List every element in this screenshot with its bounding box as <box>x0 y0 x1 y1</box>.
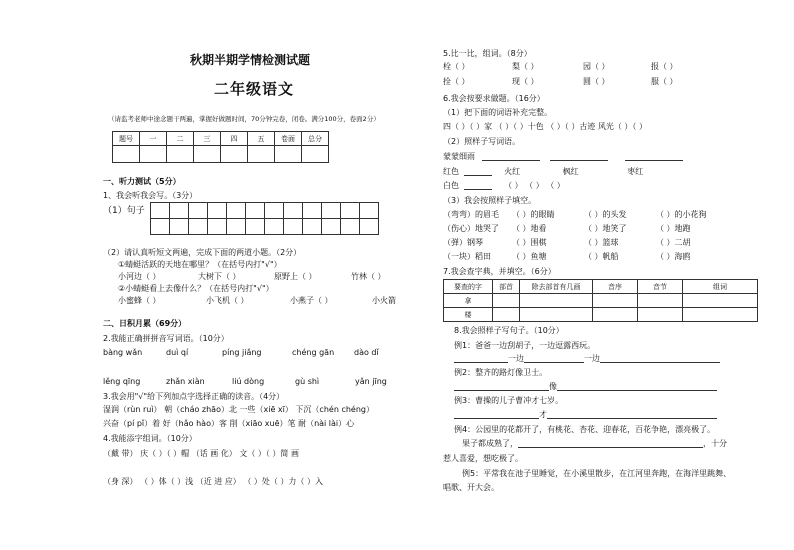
q6-3-item[interactable]: （ ）帆船 <box>584 252 619 261</box>
dict-header-cell: 除去部首有几画 <box>520 280 593 294</box>
dict-header-cell: 要查的字 <box>444 280 493 294</box>
section-2-heading: 二、日积月累（69分） <box>103 319 187 328</box>
dict-cell[interactable] <box>520 308 593 322</box>
q8-fill-word: 惹人喜爱，想吃极了。 <box>443 454 523 463</box>
exam-title: 秋期半期学情检测试题 <box>190 53 311 67</box>
pinyin-item: liú dòng <box>232 377 265 386</box>
q2-2-prompt: ②小蜻蜓看上去像什么？（在括号内打"√"） <box>118 284 274 293</box>
q8-fill-line <box>454 355 720 363</box>
q6-2-color-row <box>443 182 565 190</box>
q3-row[interactable]: 兴奋（pí pǐ）着 好（hǎo hào）客 削（xiāo xuē）笔 耐（nài lài）心 <box>103 419 355 428</box>
q6-3-item[interactable]: （ ）的头发 <box>584 210 627 219</box>
q6-2-word: 枫红 <box>562 167 579 176</box>
blank-line[interactable] <box>454 362 508 363</box>
score-header-cell: 总分 <box>302 132 329 146</box>
q6-2-word: 火红 <box>504 167 521 176</box>
score-header-cell: 四 <box>221 132 248 146</box>
pinyin-item: dào dǐ <box>354 348 379 357</box>
blank-line[interactable] <box>454 390 549 391</box>
blank-line[interactable] <box>547 418 717 419</box>
q6-1-prompt: （1）把下面的词语补充完整。 <box>443 108 553 117</box>
dict-header-cell: 组词 <box>683 280 758 294</box>
q6-2-word: 红色 <box>443 167 459 176</box>
q8-fill-line <box>462 440 727 448</box>
q2-2-option[interactable]: 小火箭 <box>372 296 396 305</box>
section-1-heading: 一、听力测试（5分） <box>103 177 181 186</box>
score-header-cell: 题号 <box>113 132 140 146</box>
q2-2-option[interactable]: 小飞机（ ） <box>206 296 249 305</box>
q2-1-prompt: ①蜻蜓活跃的天地在哪里？（在括号内打"√"） <box>118 260 282 269</box>
q5-item[interactable]: 服（ ） <box>651 77 678 86</box>
score-cell[interactable] <box>275 146 302 163</box>
dict-cell[interactable] <box>638 294 683 308</box>
q7-prompt: 7.我会查字典，并填空。（6分） <box>443 267 556 276</box>
q2-1-option[interactable]: 大树下（ ） <box>198 272 241 281</box>
q6-3-item: （一块）稻田 <box>443 252 491 261</box>
pinyin-item: yǎn jīng <box>355 377 387 386</box>
pinyin-item: gù shì <box>295 377 320 386</box>
q6-3-item[interactable]: （ ）篮球 <box>584 238 619 247</box>
q6-2-blanks[interactable]: （ ） （ ） （ ） <box>504 181 565 190</box>
q2a-prompt: 2.我能正确拼拼音写词语。（10分） <box>103 334 229 343</box>
q3-prompt: 3.我会用"√"给下列加点字选择正确的读音。（4分） <box>103 392 285 401</box>
q5-item[interactable]: 报（ ） <box>651 62 678 71</box>
q6-2-color-row <box>443 168 643 176</box>
pinyin-item: chéng gān <box>292 348 335 357</box>
blank-line[interactable] <box>524 362 584 363</box>
q6-2-word: 蒙蒙细雨 <box>443 152 475 161</box>
q5-item[interactable]: 拴（ ） <box>443 77 470 86</box>
q6-3-item: （弯弯）的眉毛 <box>443 210 499 219</box>
q3-row[interactable]: 湿润（rùn ruì） 朝（cháo zhāo）北 一些（xiē xī） 下沉（chén chéng） <box>103 405 374 414</box>
q6-3-item[interactable]: （ ）鱼塘 <box>512 252 547 261</box>
pinyin-item: lěng qīng <box>103 377 141 386</box>
q4-prompt: 4.我能添字组词。（10分） <box>103 434 197 443</box>
dict-cell[interactable] <box>493 308 520 322</box>
q6-2-word: 枣红 <box>627 167 644 176</box>
dict-cell[interactable] <box>683 294 758 308</box>
dict-cell[interactable] <box>520 294 593 308</box>
dict-cell[interactable] <box>493 294 520 308</box>
q4-row[interactable]: （身 深） （ ）体（ ）浅 （近 进 应） （ ）处（ ）力（ ）入 <box>103 477 323 486</box>
dict-char-cell: 拿 <box>444 294 493 308</box>
q6-3-item: （伤心）地哭了 <box>443 224 499 233</box>
q6-2-word: 白色 <box>443 181 459 190</box>
q8-example: 例1：爸爸一边刮胡子，一边逗露西玩。 <box>454 341 596 350</box>
exam-instruction: （请监考老师中途念题干两遍，掌握好做题时间，70分钟完卷，闭卷。满分100分，卷面2分） <box>108 115 380 123</box>
score-cell[interactable] <box>140 146 167 163</box>
q2-1-option[interactable]: 小河边（ ） <box>118 272 161 281</box>
blank-line[interactable] <box>464 175 492 176</box>
blank-line[interactable] <box>454 418 539 419</box>
score-cell[interactable] <box>167 146 194 163</box>
pinyin-item: zhǎn xiàn <box>166 377 205 386</box>
grade-title: 二年级语文 <box>214 80 295 98</box>
pinyin-item: píng jiǎng <box>222 348 262 357</box>
score-cell[interactable] <box>248 146 275 163</box>
dict-char-cell: 楼 <box>444 308 493 322</box>
q8-fill-word: 像 <box>549 382 557 391</box>
q6-2-example <box>443 153 683 161</box>
score-header-cell: 二 <box>167 132 194 146</box>
q2-1-option[interactable]: 原野上（ ） <box>274 272 317 281</box>
q6-3-item[interactable]: （ ）围棋 <box>512 238 547 247</box>
q6-3-item[interactable]: （ ）的眼睛 <box>512 210 555 219</box>
blank-line[interactable] <box>625 160 683 161</box>
dict-header-cell: 音序 <box>593 280 638 294</box>
score-header-cell: 一 <box>140 132 167 146</box>
q6-3-item[interactable]: （ ）海鸥 <box>656 252 691 261</box>
dict-header-cell: 部首 <box>493 280 520 294</box>
q6-3-prompt: （3）我会按照样子填空。 <box>443 196 537 205</box>
q5-item[interactable]: 圆（ ） <box>583 77 610 86</box>
blank-line[interactable] <box>464 189 492 190</box>
dict-cell[interactable] <box>638 308 683 322</box>
q2-1-option[interactable]: 竹林（ ） <box>351 272 386 281</box>
blank-line[interactable] <box>600 362 720 363</box>
score-header-cell: 卷面 <box>275 132 302 146</box>
dict-header-cell: 音节 <box>638 280 683 294</box>
blank-line[interactable] <box>550 160 608 161</box>
q6-3-item[interactable]: （ ）二胡 <box>656 238 691 247</box>
q6-3-item[interactable]: （ ）的小花狗 <box>656 210 707 219</box>
q6-3-item[interactable]: （ ）地看 <box>512 224 547 233</box>
blank-line[interactable] <box>518 447 703 448</box>
pinyin-item: duì qí <box>166 348 189 357</box>
score-cell[interactable] <box>302 146 329 163</box>
score-cell[interactable] <box>113 146 140 163</box>
dict-cell[interactable] <box>683 308 758 322</box>
q1-label: （1）句子 <box>103 206 145 216</box>
q5-item[interactable]: 栓（ ） <box>443 62 470 71</box>
q2-2-option[interactable]: 小蜜蜂（ ） <box>118 296 161 305</box>
q8-fill-line <box>454 411 717 419</box>
q6-3-item[interactable]: （ ）地笑了 <box>584 224 627 233</box>
q8-fill-word: 一边 <box>584 354 600 363</box>
pinyin-item: bàng wǎn <box>103 348 143 357</box>
q8-example: 例5：平常我在池子里睡觉，在小溪里散步，在江河里奔跑，在海洋里跳舞、 <box>462 469 732 478</box>
q8-fill-word: 果子都成熟了， <box>462 439 518 448</box>
q6-3-item: （弹）钢琴 <box>443 238 483 247</box>
q5-item[interactable]: 园（ ） <box>583 62 610 71</box>
q6-1-row[interactable]: 四（ ）（ ）家 （ ）（ ）十色 （ ）（ ）古迹 风光（ ）（ ） <box>443 122 647 131</box>
q6-2-prompt: （2）照样子写词语。 <box>443 137 521 146</box>
q6-prompt: 6.我会按要求做题。（16分） <box>443 94 545 103</box>
q8-fill-word: ，十分 <box>703 439 727 448</box>
score-header-cell: 三 <box>194 132 221 146</box>
q8-example: 例3：曹操的儿子曹冲才七岁。 <box>454 396 564 405</box>
q8-fill-word: 一边 <box>508 354 524 363</box>
q8-example: 例4：公园里的花都开了，有桃花、杏花、迎春花，百花争艳，漂亮极了。 <box>454 425 716 434</box>
q6-3-item[interactable]: （ ）地跑 <box>656 224 691 233</box>
score-cell[interactable] <box>194 146 221 163</box>
q1-prompt: 1、我会听我会写。（3分） <box>103 191 198 200</box>
blank-line[interactable] <box>557 390 717 391</box>
writing-grid[interactable] <box>150 202 379 235</box>
blank-line[interactable] <box>482 160 540 161</box>
q4-row[interactable]: （戴 带） 庆（ ）（ ）帽 （话 画 化） 文（ ）（ ）简 画 <box>103 449 299 458</box>
score-cell[interactable] <box>221 146 248 163</box>
q2-2-option[interactable]: 小燕子（ ） <box>290 296 333 305</box>
q2-prompt: （2）请认真听短文两遍，完成下面的两道小题。（2分） <box>103 248 302 257</box>
q5-prompt: 5.比一比，组词。（8分） <box>443 49 532 58</box>
q8-fill-line <box>454 383 717 391</box>
q5-item[interactable]: 现（ ） <box>512 77 539 86</box>
dict-cell[interactable] <box>593 308 638 322</box>
q5-item[interactable]: 梨（ ） <box>512 62 539 71</box>
q8-example: 唱歌、开大会。 <box>443 483 499 492</box>
score-table <box>112 131 329 163</box>
q8-prompt: 8.我会照样子写句子。（10分） <box>454 326 564 335</box>
score-header-cell: 五 <box>248 132 275 146</box>
q8-example: 例2：整齐的路灯像卫士。 <box>454 368 548 377</box>
dictionary-table <box>443 279 758 322</box>
dict-cell[interactable] <box>593 294 638 308</box>
q8-fill-word: 才 <box>539 410 547 419</box>
